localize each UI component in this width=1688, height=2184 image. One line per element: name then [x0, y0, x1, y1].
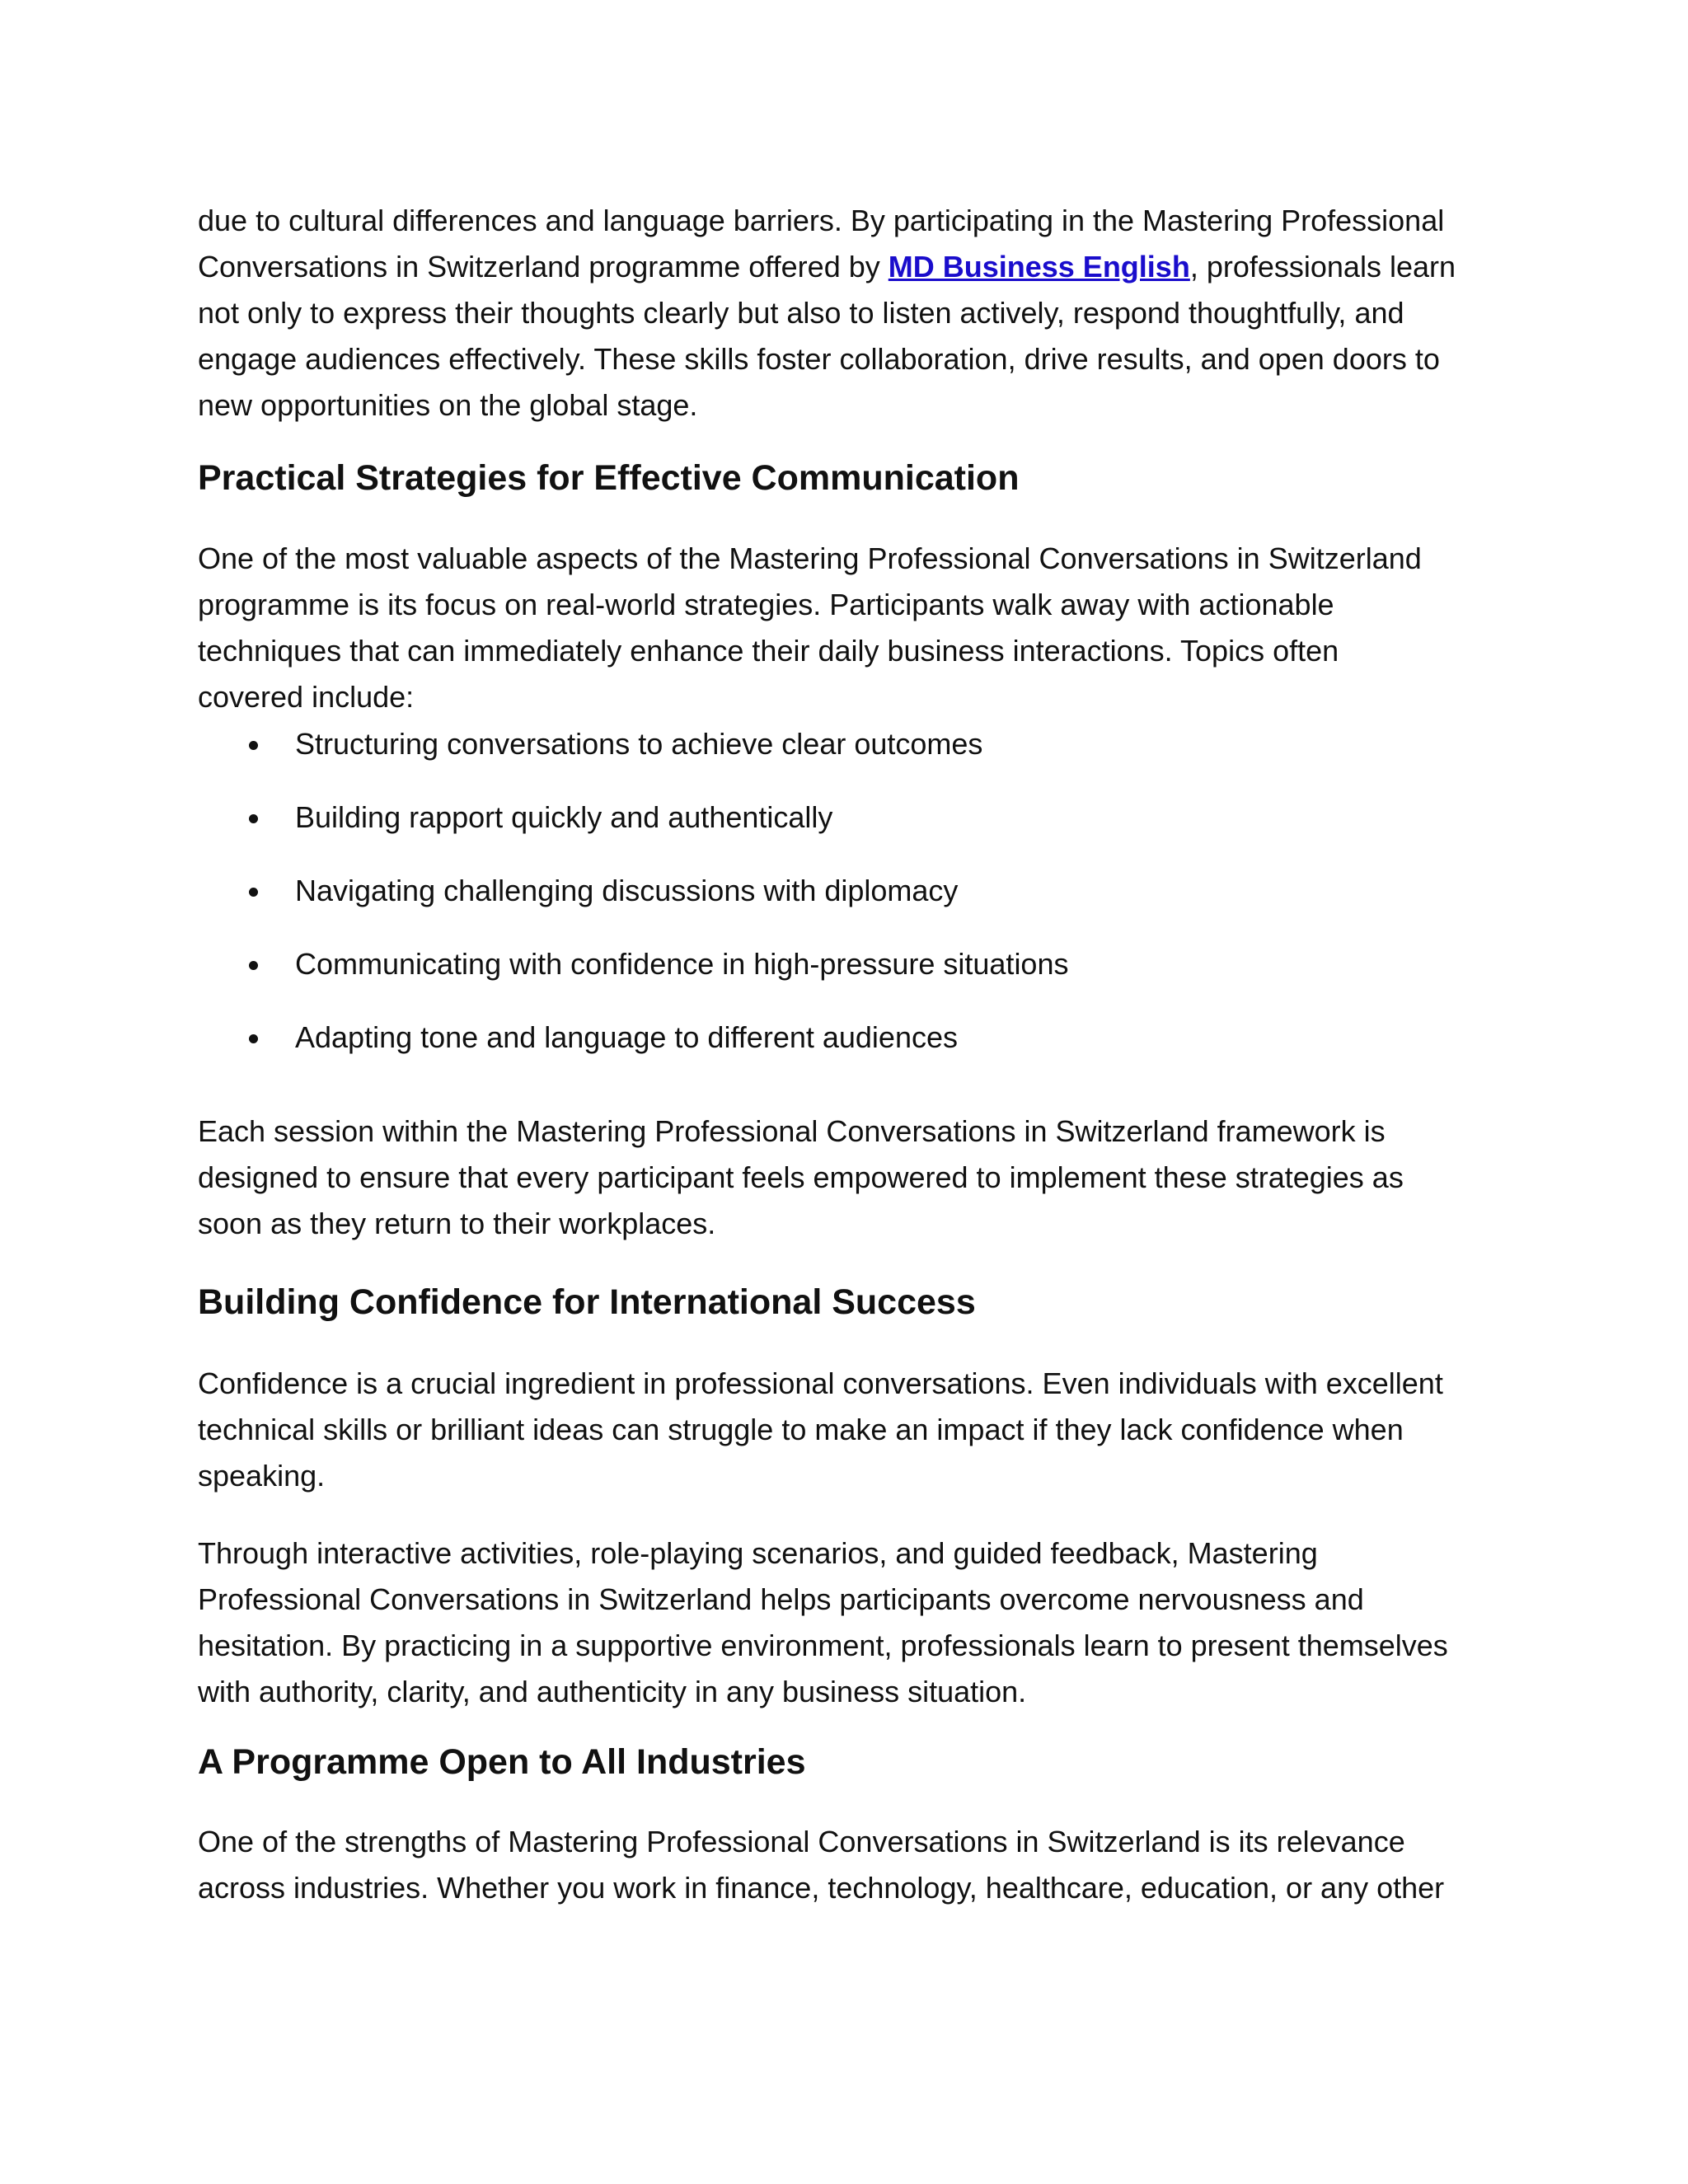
paragraph-line: due to cultural differences and language barriers. By participating in the Mastering Professional: [198, 204, 1445, 237]
bullet-icon: [249, 814, 258, 823]
paragraph-line: hesitation. By practicing in a supportive environment, professionals learn to present themselves: [198, 1629, 1448, 1662]
paragraph-text: , professionals learn: [1189, 250, 1456, 284]
bullet-icon: [249, 741, 258, 750]
list-item-text: Navigating challenging discussions with diplomacy: [295, 874, 959, 907]
paragraph-line: Through interactive activities, role-playing scenarios, and guided feedback, Mastering: [198, 1536, 1318, 1570]
confidence-paragraph: [198, 1361, 1500, 1499]
bullet-icon: [249, 888, 258, 897]
bullet-icon: [249, 961, 258, 970]
md-business-english-link[interactable]: MD Business English: [888, 250, 1190, 284]
paragraph-line: speaking.: [198, 1459, 326, 1493]
paragraph-line: Each session within the Mastering Professional Conversations in Switzerland framework is: [198, 1114, 1386, 1148]
paragraph-line: with authority, clarity, and authenticity in any business situation.: [198, 1675, 1027, 1708]
industries-paragraph: [198, 1819, 1500, 1911]
paragraph-line: techniques that can immediately enhance their daily business interactions. Topics often: [198, 634, 1339, 668]
paragraph-line: Confidence is a crucial ingredient in professional conversations. Even individuals with excellent: [198, 1366, 1443, 1400]
section-heading-practical-strategies: Practical Strategies for Effective Communication: [198, 458, 1020, 498]
intro-paragraph: [198, 198, 1500, 429]
bullet-icon: [249, 1034, 258, 1043]
paragraph-line: new opportunities on the global stage.: [198, 388, 698, 422]
activities-paragraph: [198, 1530, 1500, 1715]
section-heading-all-industries: A Programme Open to All Industries: [198, 1742, 806, 1782]
paragraph-line: across industries. Whether you work in finance, technology, healthcare, education, or any other: [198, 1871, 1445, 1905]
paragraph-line: covered include:: [198, 680, 415, 714]
list-item-text: Adapting tone and language to different audiences: [295, 1020, 958, 1054]
list-item-text: Building rapport quickly and authentically: [295, 800, 833, 834]
section-heading-building-confidence: Building Confidence for International Success: [198, 1282, 976, 1322]
paragraph-line: One of the most valuable aspects of the Mastering Professional Conversations in Switzerland: [198, 541, 1422, 575]
paragraph-line: designed to ensure that every participant feels empowered to implement these strategies as: [198, 1160, 1404, 1194]
session-paragraph: [198, 1108, 1500, 1247]
paragraph-line: [198, 244, 1500, 290]
paragraph-line: Professional Conversations in Switzerland helps participants overcome nervousness and: [198, 1582, 1364, 1616]
list-item-text: Structuring conversations to achieve clear outcomes: [295, 727, 983, 761]
paragraph-line: engage audiences effectively. These skills foster collaboration, drive results, and open doors to: [198, 342, 1440, 376]
paragraph-line: technical skills or brilliant ideas can struggle to make an impact if they lack confidence when: [198, 1413, 1404, 1446]
paragraph-line: not only to express their thoughts clearly but also to listen actively, respond thoughtfully, and: [198, 296, 1404, 330]
paragraph-line: soon as they return to their workplaces.: [198, 1207, 716, 1240]
list-item-text: Communicating with confidence in high-pressure situations: [295, 947, 1069, 981]
paragraph-text: Conversations in Switzerland programme offered by: [198, 250, 889, 284]
paragraph-line: One of the strengths of Mastering Professional Conversations in Switzerland is its relevance: [198, 1825, 1405, 1858]
strategies-paragraph: [198, 536, 1500, 720]
paragraph-line: programme is its focus on real-world strategies. Participants walk away with actionable: [198, 588, 1334, 621]
